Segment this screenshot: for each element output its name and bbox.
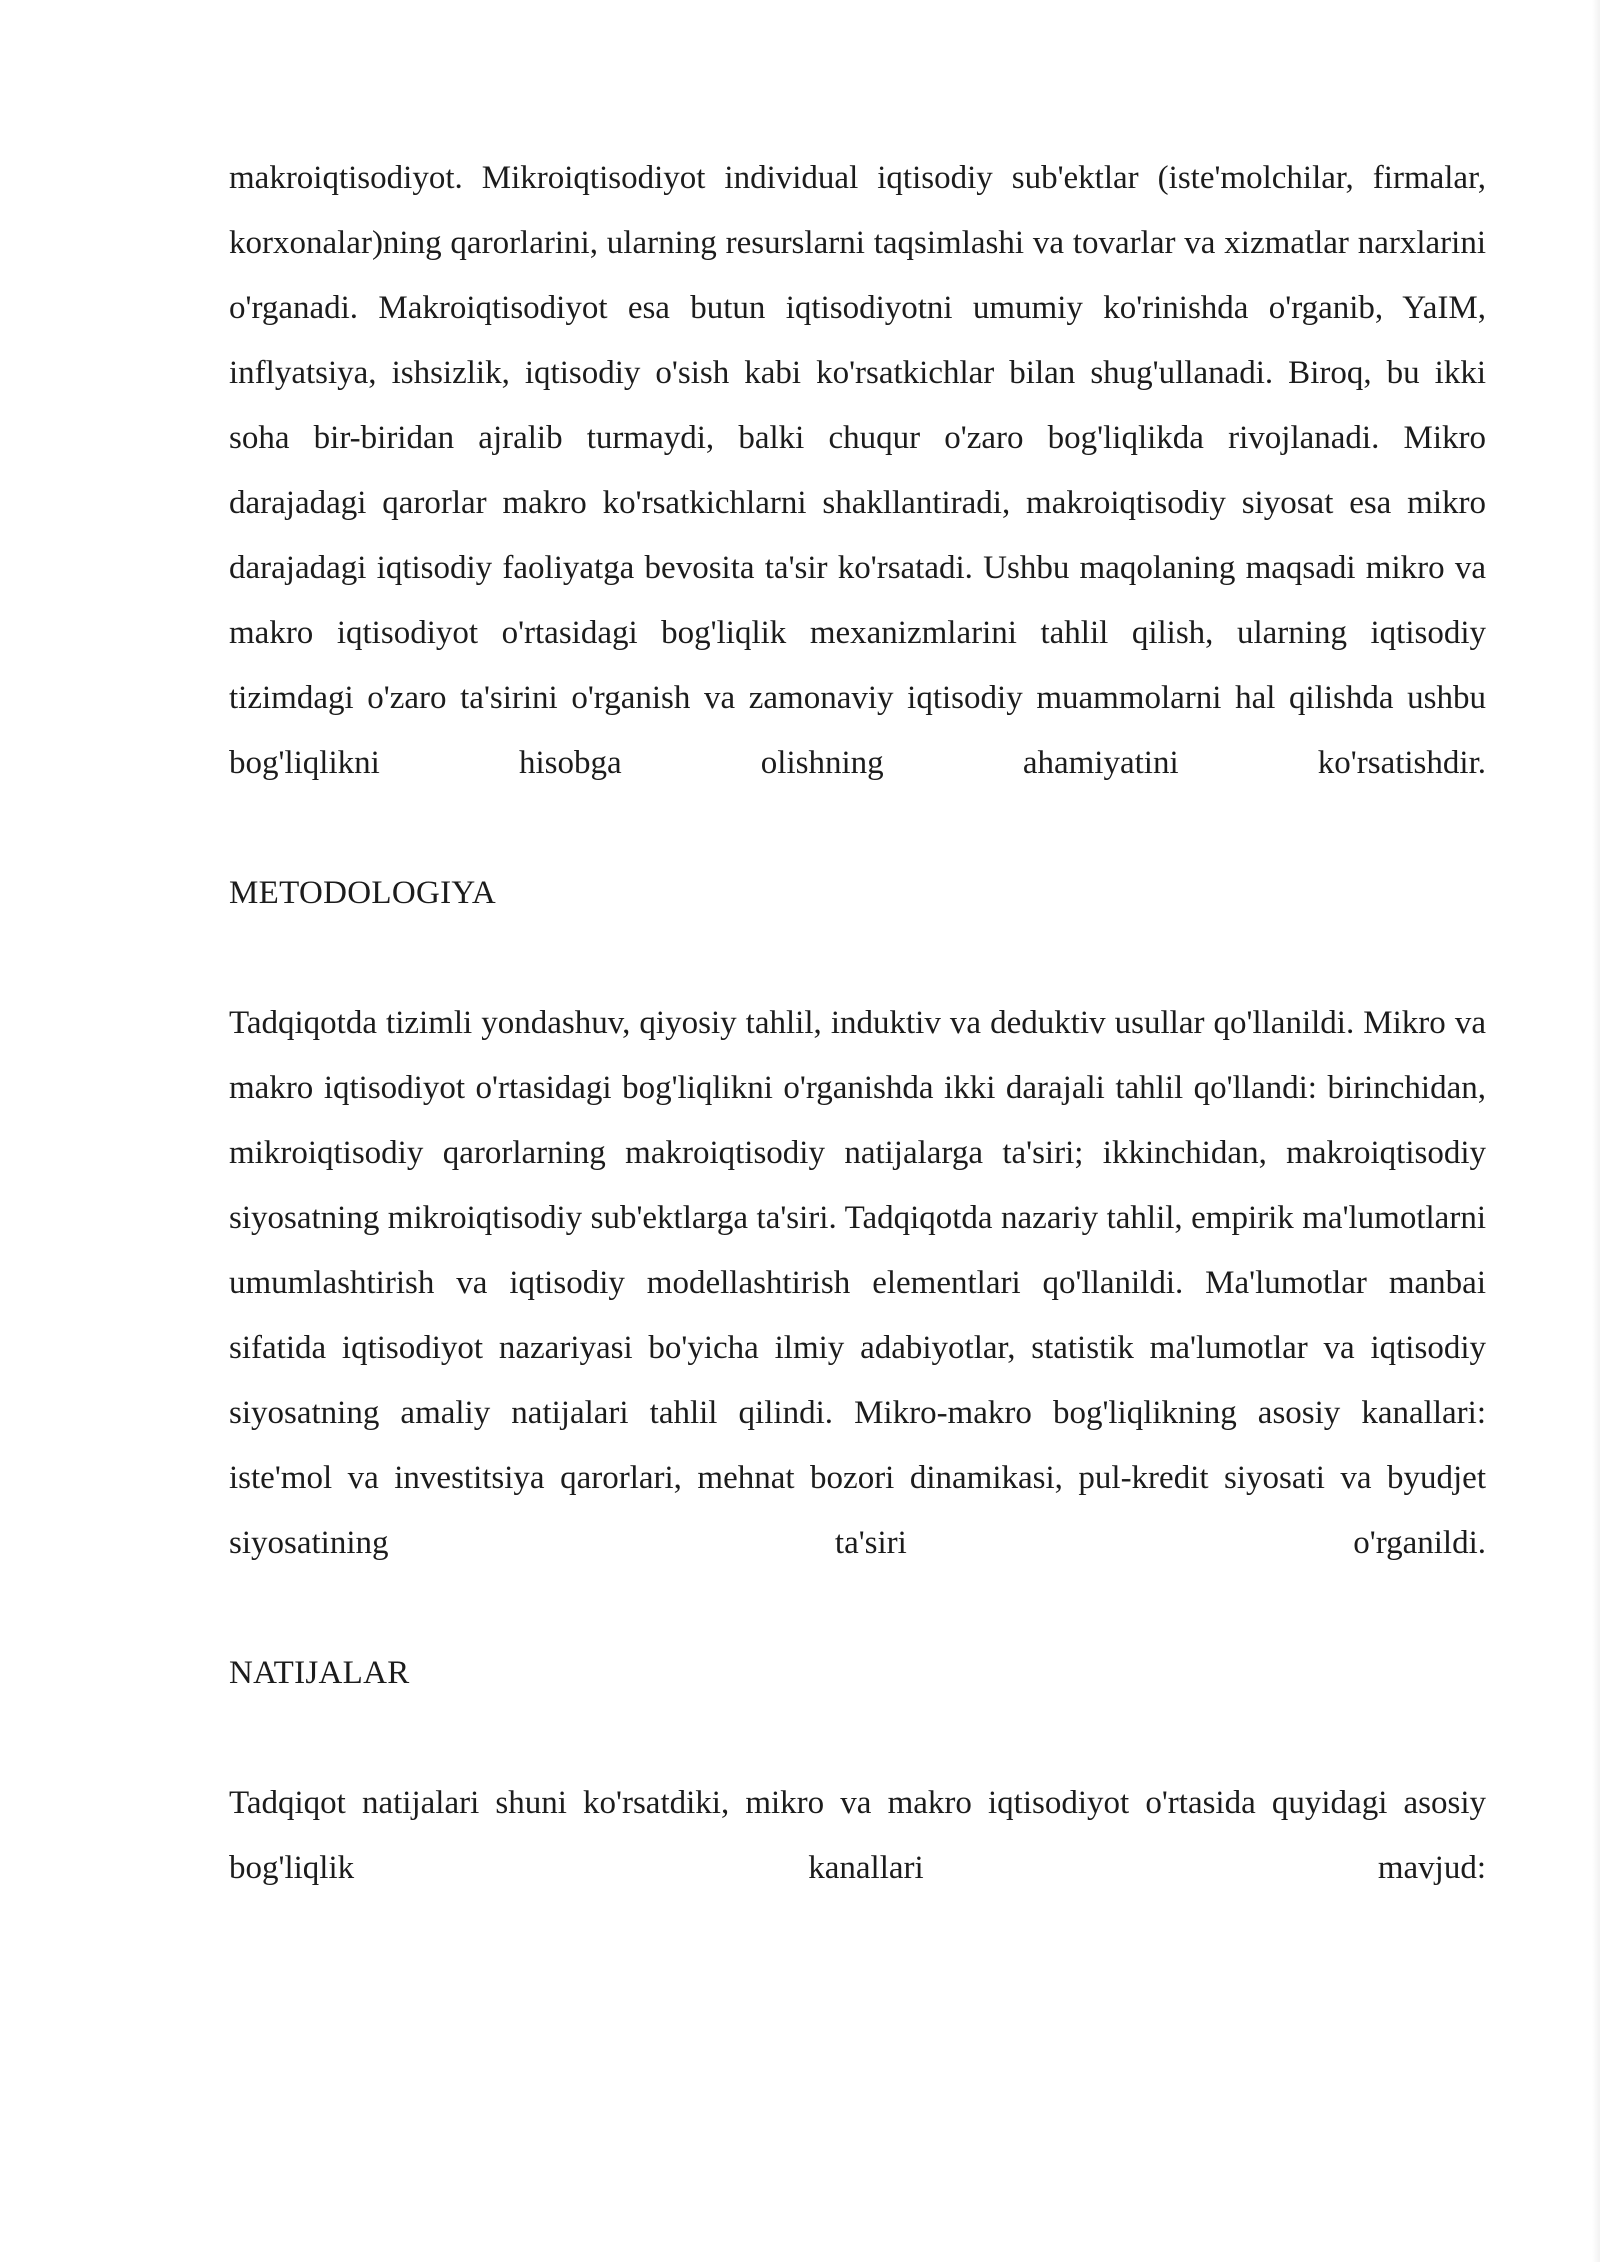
paragraph-methodology: Tadqiqotda tizimli yondashuv, qiyosiy tahlil, induktiv va deduktiv usullar qo'llanildi. Mikro va makro iqtisodiyot o'rtasidagi bog'liqlikni o'rganishda ikki darajali tahlil qo'llandi: birinchidan, mikroiqtisodiy qarorlarning makroiqtisodiy natijalarga ta'siri; ikkinchidan, makroiqtisodiy siyosatning mikroiqtisodiy sub'ektlarga ta'siri. Tadqiqotda nazariy tahlil, empirik ma'lumotlarni umumlashtirish va iqtisodiy modellashtirish elementlari qo'llanildi. Ma'lumotlar manbai sifatida iqtisodiyot nazariyasi bo'yicha ilmiy adabiyotlar, statistik ma'lumotlar va iqtisodiy siyosatning amaliy natijalari tahlil qilindi. Mikro-makro bog'liqlikning asosiy kanallari: iste'mol va investitsiya qarorlari, mehnat bozori dinamikasi, pul-kredit siyosati va byudjet siyosatining ta'siri o'rganildi. xyxy=(229,1005,1486,1561)
paragraph-results: Tadqiqot natijalari shuni ko'rsatdiki, mikro va makro iqtisodiyot o'rtasida quyidagi asosiy bog'liqlik kanallari mavjud: xyxy=(229,1785,1486,1886)
section-spacer xyxy=(229,926,1486,991)
section-spacer xyxy=(229,796,1486,861)
page-edge-shadow xyxy=(1592,0,1600,2262)
paragraph-intro: makroiqtisodiyot. Mikroiqtisodiyot individual iqtisodiy sub'ektlar (iste'molchilar, firmalar, korxonalar)ning qarorlarini, ularning resurslarni taqsimlashi va tovarlar va xizmatlar narxlarini o'rganadi. Makroiqtisodiyot esa butun iqtisodiyotni umumiy ko'rinishda o'rganib, YaIM, inflyatsiya, ishsizlik, iqtisodiy o'sish kabi ko'rsatkichlar bilan shug'ullanadi. Biroq, bu ikki soha bir-biridan ajralib turmaydi, balki chuqur o'zaro bog'liqlikda rivojlanadi. Mikro darajadagi qarorlar makro ko'rsatkichlarni shakllantiradi, makroiqtisodiy siyosat esa mikro darajadagi iqtisodiy faoliyatga bevosita ta'sir ko'rsatadi. Ushbu maqolaning maqsadi mikro va makro iqtisodiyot o'rtasidagi bog'liqlik mexanizmlarini tahlil qilish, ularning iqtisodiy tizimdagi o'zaro ta'sirini o'rganish va zamonaviy iqtisodiy muammolarni hal qilishda ushbu bog'liqlikni hisobga olishning ahamiyatini ko'rsatishdir. xyxy=(229,160,1486,781)
document-page xyxy=(229,146,1486,1901)
heading-results: NATIJALAR xyxy=(229,1655,410,1691)
section-spacer xyxy=(229,1576,1486,1641)
section-spacer xyxy=(229,1706,1486,1771)
heading-methodology: METODOLOGIYA xyxy=(229,875,496,911)
